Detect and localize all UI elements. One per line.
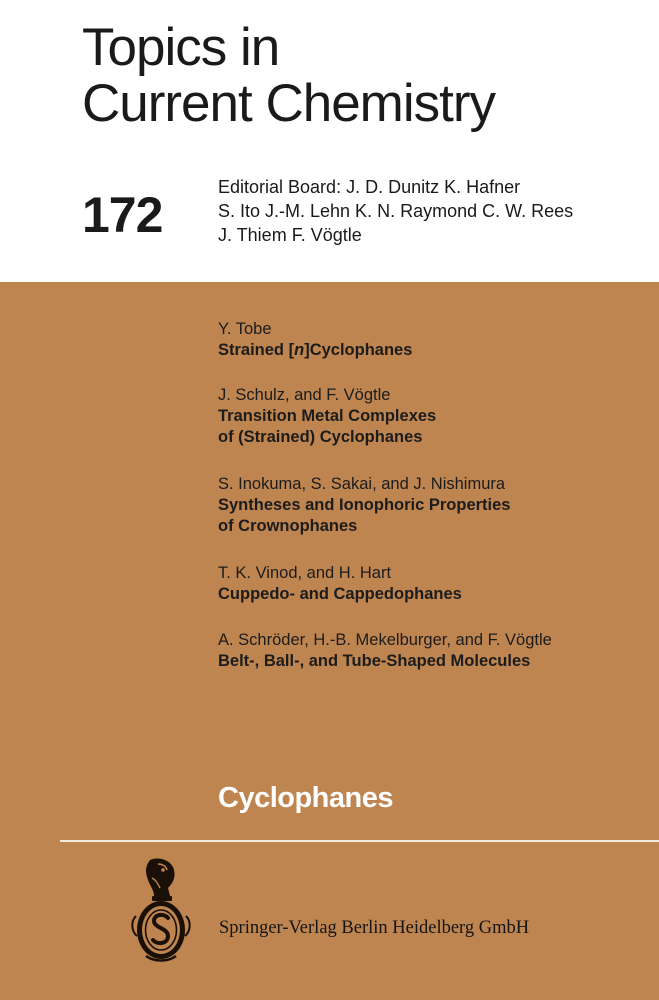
- contribution-1: [218, 319, 412, 361]
- springer-chess-knight-logo-icon: [128, 856, 194, 962]
- volume-number: 172: [82, 187, 163, 243]
- contribution-4: [218, 563, 462, 605]
- contribution-title-line-1: Transition Metal Complexes: [218, 407, 437, 425]
- contribution-author: A. Schröder, H.-B. Mekelburger, and F. Vögtle: [218, 631, 552, 649]
- contribution-title-line-1: Syntheses and Ionophoric Properties: [218, 496, 511, 514]
- contribution-title: [218, 340, 412, 361]
- contribution-author: T. K. Vinod, and H. Hart: [218, 564, 392, 582]
- editorial-board-line-3: J. Thiem F. Vögtle: [218, 225, 362, 245]
- editorial-board-line-2: S. Ito J.-M. Lehn K. N. Raymond C. W. Rees: [218, 201, 574, 221]
- contribution-title-part: ]Cyclophanes: [304, 341, 413, 359]
- volume-title: Cyclophanes: [218, 782, 393, 814]
- editorial-board: [218, 175, 573, 247]
- series-title: [82, 20, 495, 132]
- editorial-board-line-1: Editorial Board: J. D. Dunitz K. Hafner: [218, 177, 521, 197]
- contribution-title-line-1: Cuppedo- and Cappedophanes: [218, 585, 462, 603]
- contribution-author: S. Inokuma, S. Sakai, and J. Nishimura: [218, 475, 506, 493]
- publisher-name: Springer-Verlag Berlin Heidelberg GmbH: [219, 918, 530, 938]
- series-title-line-2: Current Chemistry: [82, 74, 495, 133]
- contribution-title-italic: n: [294, 341, 305, 359]
- contribution-title-part: Strained [: [218, 341, 295, 359]
- contribution-3: [218, 474, 510, 537]
- contribution-title-line-2: of (Strained) Cyclophanes: [218, 428, 423, 446]
- contribution-author: J. Schulz, and F. Vögtle: [218, 386, 391, 404]
- cover-header: [0, 0, 659, 282]
- contribution-title-line-2: of Crownophanes: [218, 517, 358, 535]
- series-title-line-1: Topics in: [82, 18, 280, 77]
- contribution-2: [218, 385, 436, 448]
- contribution-5: [218, 630, 552, 672]
- contribution-author: Y. Tobe: [218, 320, 272, 338]
- divider-rule: [60, 840, 659, 842]
- contribution-title-line-1: Belt-, Ball-, and Tube-Shaped Molecules: [218, 652, 531, 670]
